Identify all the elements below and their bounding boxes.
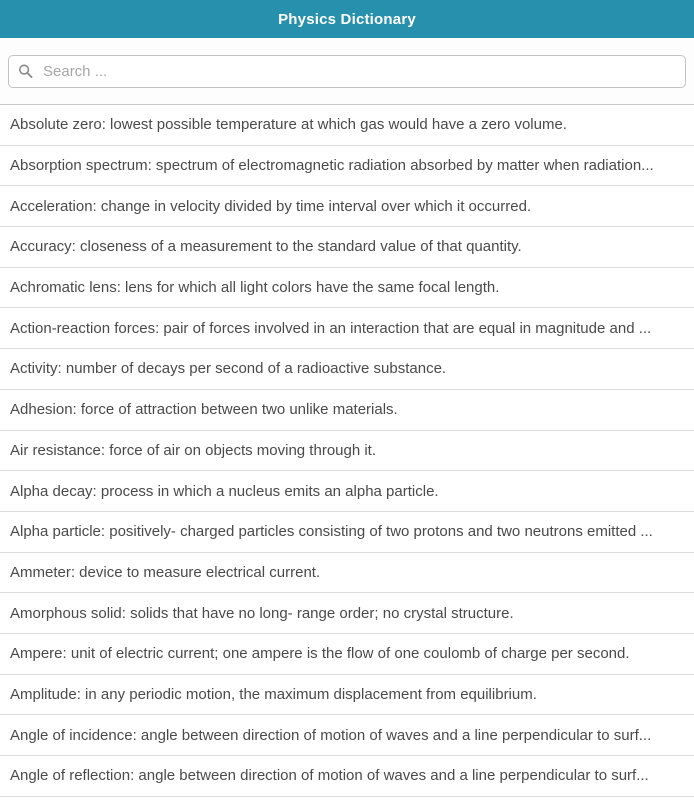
list-item[interactable] xyxy=(0,593,694,634)
entry-definition: angle between direction of motion of waves and a line perpendicular to surf... xyxy=(134,767,649,785)
search-box xyxy=(8,55,686,88)
entry-term: Acceleration: xyxy=(10,197,97,215)
search-input[interactable] xyxy=(8,55,686,88)
definition-list xyxy=(0,105,694,797)
list-item[interactable] xyxy=(0,186,694,227)
entry-definition: force of air on objects moving through it. xyxy=(105,441,377,459)
list-item[interactable] xyxy=(0,146,694,187)
entry-term: Angle of incidence: xyxy=(10,726,137,744)
entry-term: Absorption spectrum: xyxy=(10,157,152,175)
list-item[interactable] xyxy=(0,308,694,349)
list-item[interactable] xyxy=(0,227,694,268)
entry-definition: pair of forces involved in an interaction that are equal in magnitude and ... xyxy=(159,319,652,337)
list-item[interactable] xyxy=(0,634,694,675)
entry-definition: change in velocity divided by time interval over which it occurred. xyxy=(96,197,532,215)
list-item[interactable] xyxy=(0,715,694,756)
entry-term: Activity: xyxy=(10,360,62,378)
list-item[interactable] xyxy=(0,105,694,146)
list-item[interactable] xyxy=(0,756,694,797)
entry-term: Alpha particle: xyxy=(10,523,106,541)
entry-definition: lens for which all light colors have the same focal length. xyxy=(120,279,500,297)
entry-term: Angle of reflection: xyxy=(10,767,135,785)
list-item[interactable] xyxy=(0,675,694,716)
list-item[interactable] xyxy=(0,471,694,512)
entry-definition: unit of electric current; one ampere is the flow of one coulomb of charge per second. xyxy=(66,645,630,663)
entry-definition: spectrum of electromagnetic radiation absorbed by matter when radiation... xyxy=(151,157,654,175)
entry-term: Alpha decay: xyxy=(10,482,97,500)
entry-term: Adhesion: xyxy=(10,401,77,419)
entry-term: Air resistance: xyxy=(10,441,106,459)
list-item[interactable] xyxy=(0,390,694,431)
app-header xyxy=(0,0,694,38)
entry-definition: lowest possible temperature at which gas would have a zero volume. xyxy=(105,116,567,134)
entry-term: Action-reaction forces: xyxy=(10,319,160,337)
entry-term: Accuracy: xyxy=(10,238,76,256)
page-title: Physics Dictionary xyxy=(278,10,416,28)
entry-definition: closeness of a measurement to the standard value of that quantity. xyxy=(75,238,522,256)
list-item[interactable] xyxy=(0,268,694,309)
entry-definition: solids that have no long- range order; no crystal structure. xyxy=(125,604,514,622)
entry-term: Absolute zero: xyxy=(10,116,106,134)
entry-term: Ammeter: xyxy=(10,563,76,581)
entry-term: Ampere: xyxy=(10,645,67,663)
entry-term: Achromatic lens: xyxy=(10,279,121,297)
list-item[interactable] xyxy=(0,512,694,553)
search-bar xyxy=(0,38,694,105)
entry-definition: number of decays per second of a radioactive substance. xyxy=(61,360,447,378)
entry-definition: force of attraction between two unlike materials. xyxy=(76,401,398,419)
list-item[interactable] xyxy=(0,553,694,594)
entry-definition: process in which a nucleus emits an alpha particle. xyxy=(96,482,439,500)
list-item[interactable] xyxy=(0,431,694,472)
entry-term: Amorphous solid: xyxy=(10,604,126,622)
entry-definition: in any periodic motion, the maximum displacement from equilibrium. xyxy=(80,685,537,703)
entry-definition: device to measure electrical current. xyxy=(75,563,321,581)
entry-term: Amplitude: xyxy=(10,685,81,703)
entry-definition: angle between direction of motion of waves and a line perpendicular to surf... xyxy=(136,726,652,744)
entry-definition: positively- charged particles consisting of two protons and two neutrons emitted ... xyxy=(105,523,653,541)
list-item[interactable] xyxy=(0,349,694,390)
